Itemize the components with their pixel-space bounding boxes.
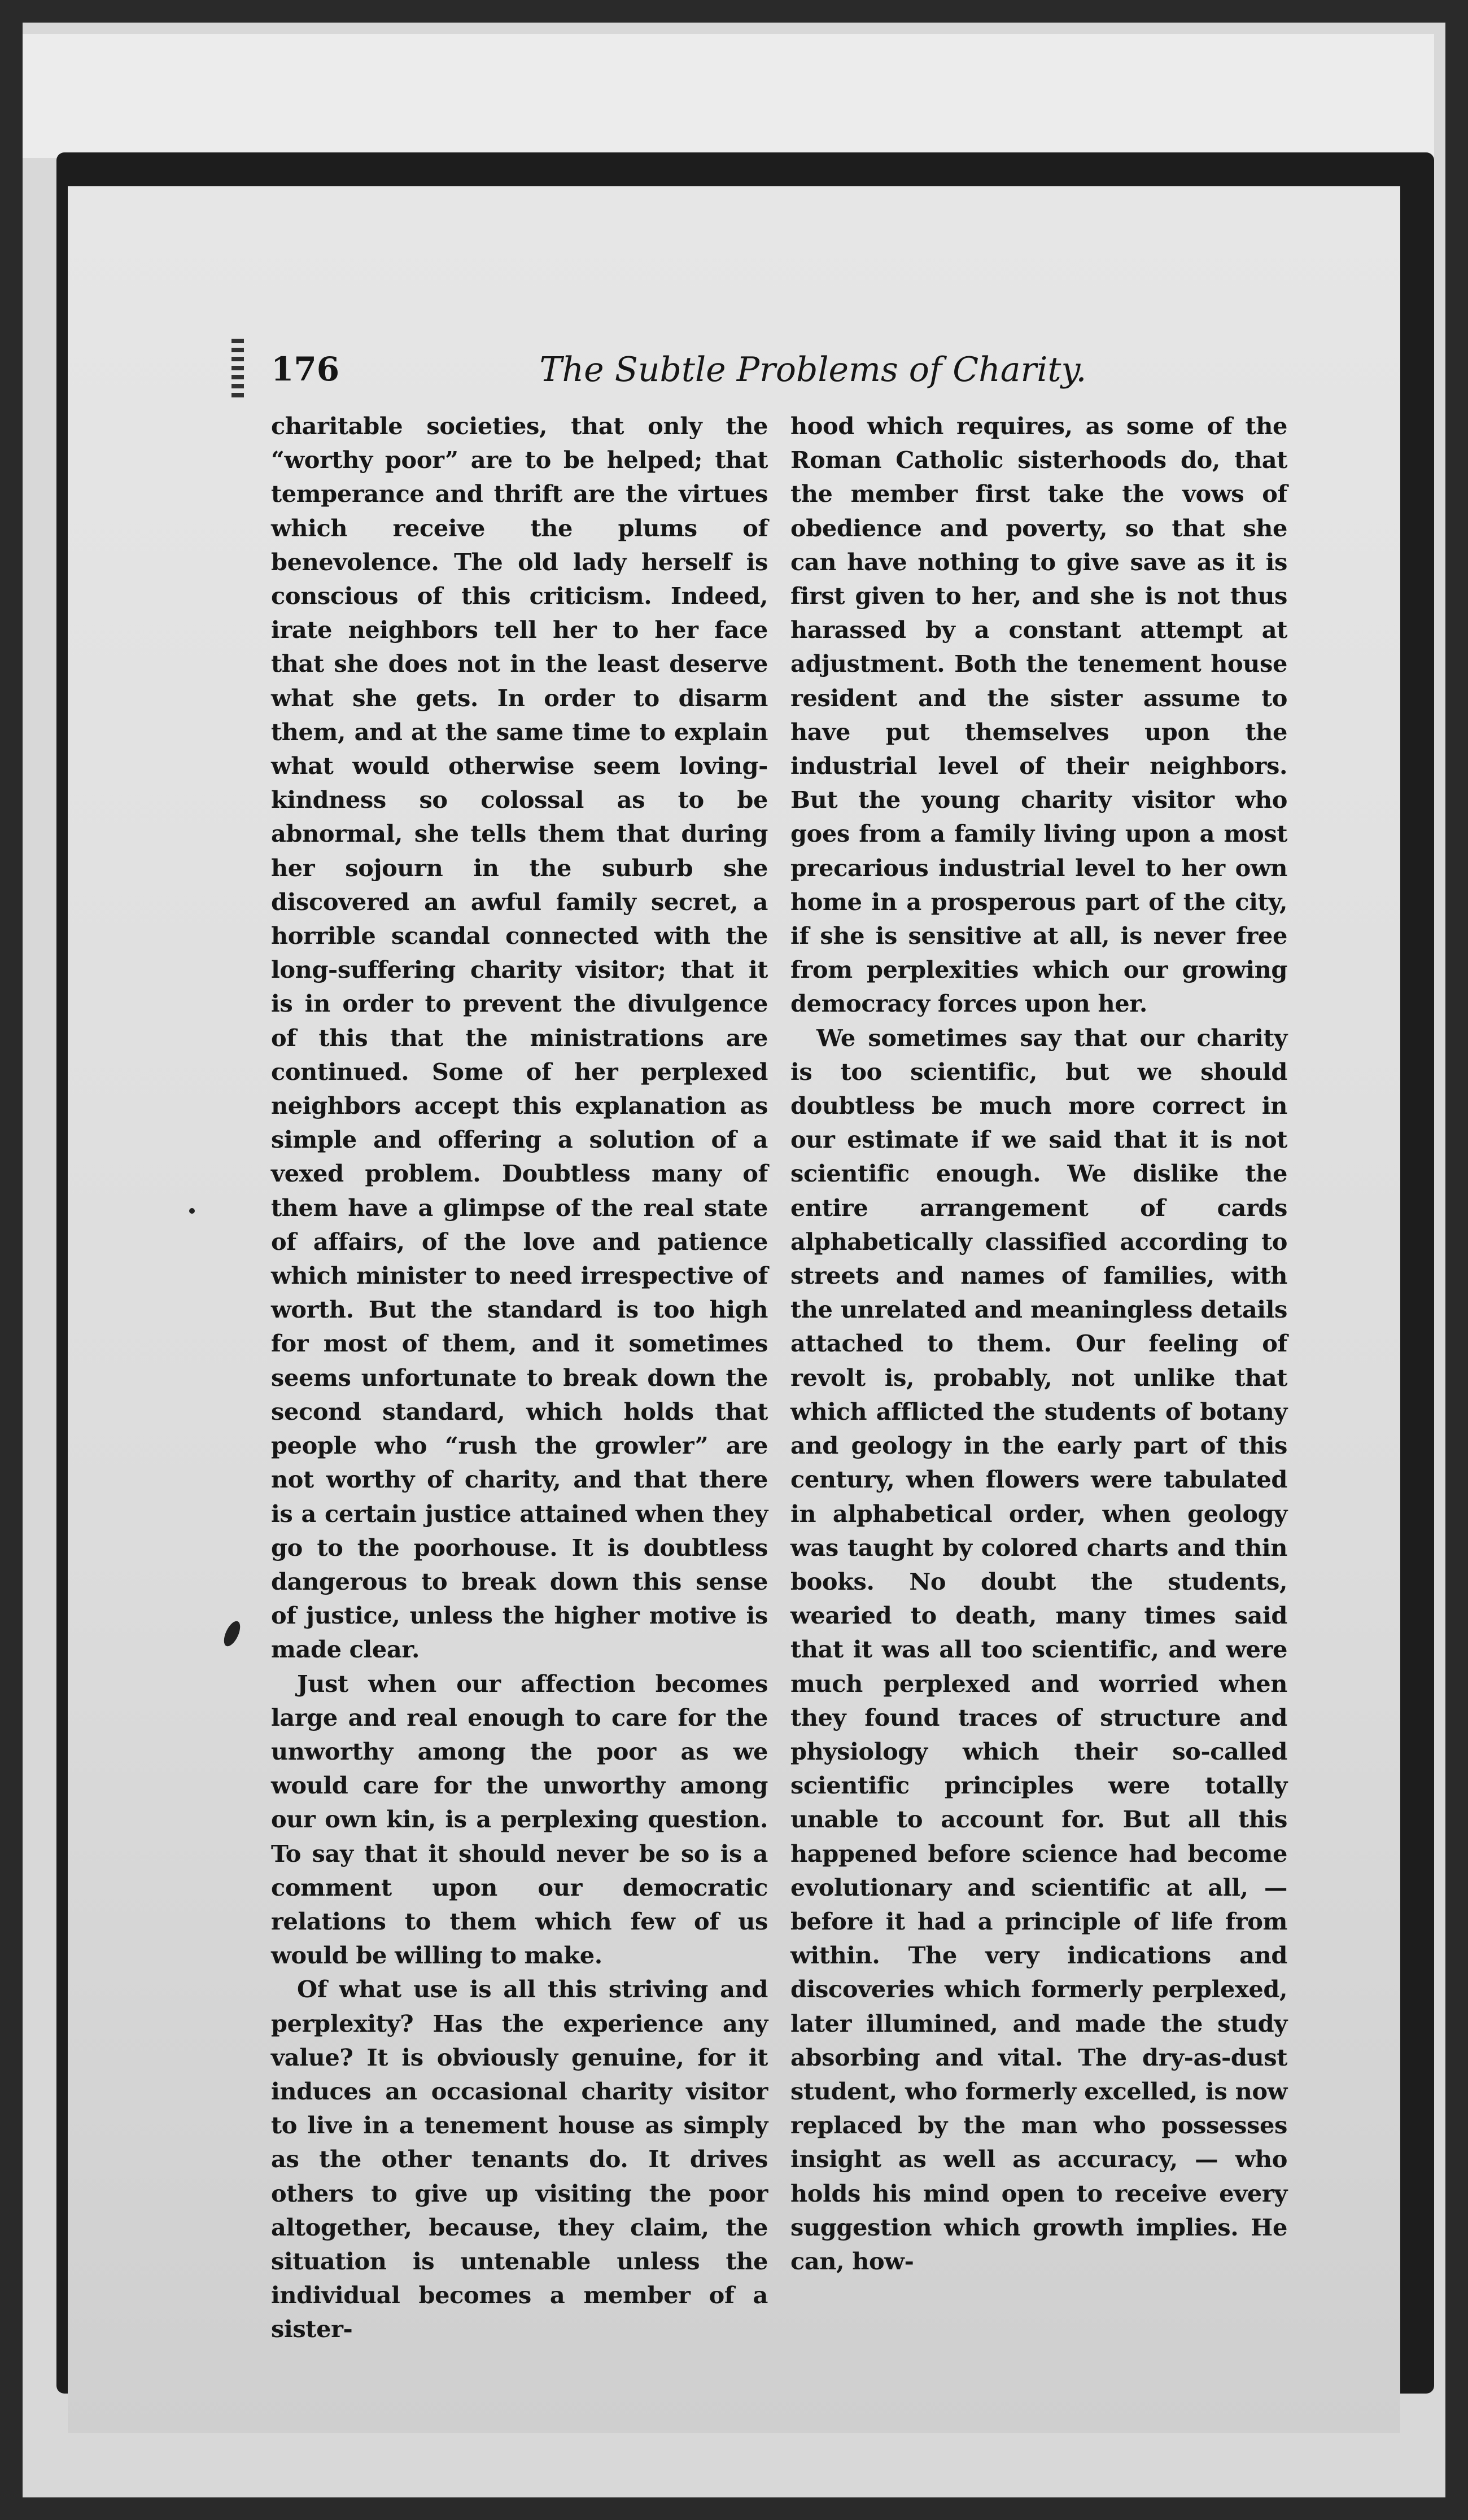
running-title: The Subtle Problems of Charity. [539, 350, 1087, 390]
paragraph: charitable societies, that only the “worthy poor” are to be helped; that temperance and thrift are the virtues which receive the plums of benevolence. The old lady herself is conscious of this criticism. Indeed, irate neighbors tell her to her face that she does not in the least deserve what she gets. In order to disarm them, and at the same time to explain what would otherwise seem loving-kindness so colossal as to be abnormal, she tells them that during her sojourn in the suburb she discovered an awful family secret, a horrible scandal connected with the long-suffering charity visitor; that it is in order to prevent the divulgence of this that the ministrations are continued. Some of her perplexed neighbors accept this explanation as simple and offering a solution of a vexed problem. Doubtless many of them have a glimpse of the real state of affairs, of the love and patience which minister to need irrespective of worth. But the standard is too high for most of them, and it sometimes seems unfortunate to break down the second standard, which holds that people who “rush the growler” are not worthy of charity, and that there is a certain justice attained when they go to the poorhouse. It is doubtless dangerous to break down this sense of justice, unless the higher motive is made clear. [271, 412, 768, 1664]
paragraph: Just when our affection becomes large and real enough to care for the unworthy among the poor as we would care for the unworthy among our own kin, is a perplexing question. To say that it should never be so is a comment upon our democratic relations to them which few of us would be willing to make. [271, 1669, 768, 1970]
ink-speck [221, 1619, 243, 1649]
margin-mark [231, 339, 244, 401]
paragraph: We sometimes say that our charity is too scientific, but we should doubtless be much more correct in our estimate if we said that it is not scientific enough. We dislike the entire arrangement of cards alphabetically classified according to streets and names of families, with the unrelated and meaningless details attached to them. Our feeling of revolt is, probably, not unlike that which afflicted the students of botany and geology in the early part of this century, when flowers were tabulated in alphabetical order, when geology was taught by colored charts and thin books. No doubt the students, wearied to death, many times said that it was all too scientific, and were much perplexed and worried when they found traces of structure and physiology which their so-called scientific principles were totally unable to account for. But all this happened before science had become evolutionary and scientific at all, — before it had a principle of life from within. The very indications and discoveries which formerly perplexed, later illumined, and made the study absorbing and vital. The dry-as-dust student, who formerly excelled, is now replaced by the man who possesses insight as well as accuracy, — who holds his mind open to receive every suggestion which growth implies. He can, how- [790, 1023, 1287, 2275]
right-column [790, 409, 1287, 2275]
page-header [271, 350, 1355, 406]
left-column [271, 409, 768, 2343]
book-page [68, 186, 1400, 2433]
paragraph: Of what use is all this striving and perplexity? Has the experience any value? It is obviously genuine, for it induces an occasional charity visitor to live in a tenement house as simply as the other tenants do. It drives others to give up visiting the poor altogether, because, they claim, the situation is untenable unless the individual becomes a member of a sister- [271, 1975, 768, 2343]
scanner-margin [23, 34, 1434, 158]
paragraph: hood which requires, as some of the Roman Catholic sisterhoods do, that the member first take the vows of obedience and poverty, so that she can have nothing to give save as it is first given to her, and she is not thus harassed by a constant attempt at adjustment. Both the tenement house resident and the sister assume to have put themselves upon the industrial level of their neighbors. But the young charity visitor who goes from a family living upon a most precarious industrial level to her own home in a prosperous part of the city, if she is sensitive at all, is never free from perplexities which our growing democracy forces upon her. [790, 412, 1287, 1018]
ink-speck [189, 1208, 195, 1214]
page-number: 176 [271, 350, 340, 388]
